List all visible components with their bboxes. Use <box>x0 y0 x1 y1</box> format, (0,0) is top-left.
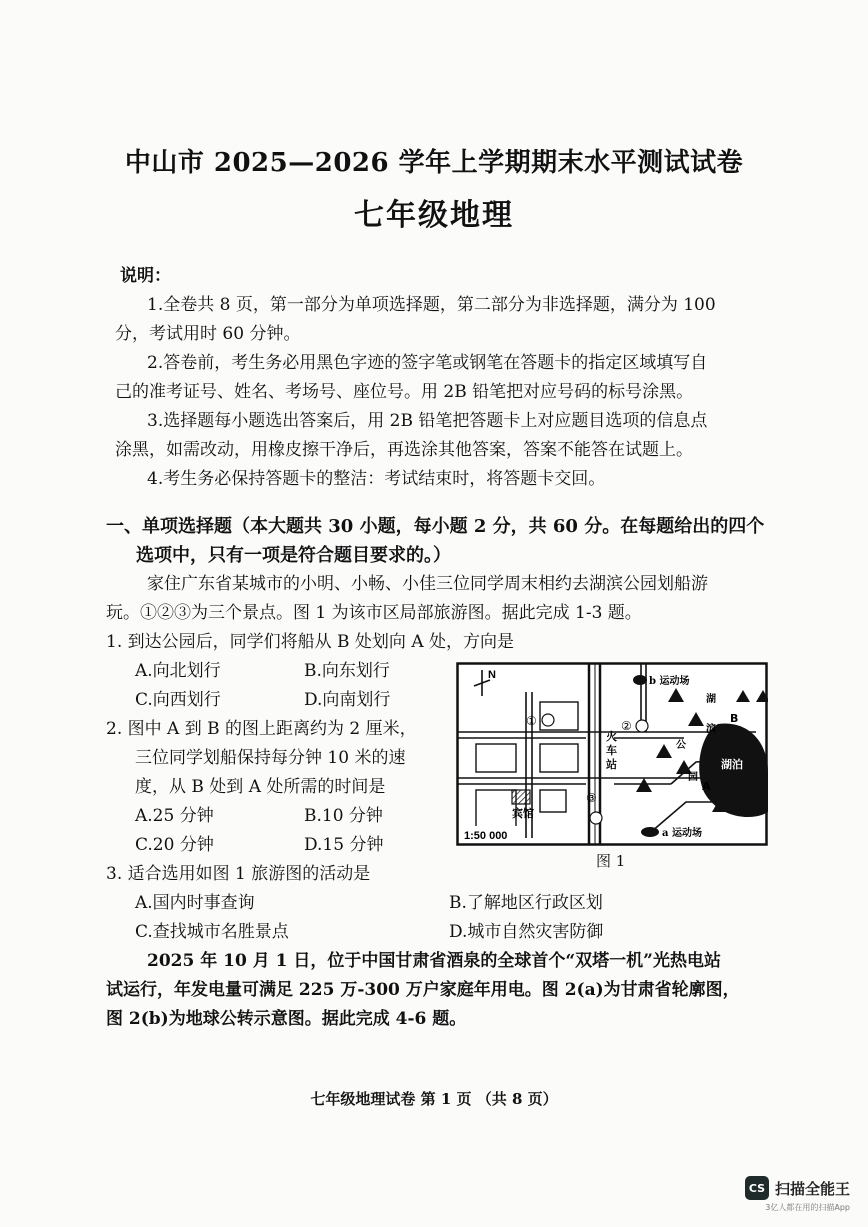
park-label-2: 滨 <box>706 724 716 735</box>
instruction-line-1: 1.全卷共 8 页，第一部分为单项选择题，第二部分为非选择题，满分为 100 <box>147 295 716 315</box>
hotel-label: 宾馆 <box>512 807 534 820</box>
svg-text:a 运动场: a 运动场 <box>662 828 702 839</box>
station-label-3: 站 <box>606 758 617 771</box>
block <box>540 744 578 772</box>
north-label: N <box>488 669 496 681</box>
instruction-line-6: 涂黑，如需改动，用橡皮擦干净后，再选涂其他答案，答案不能答在试题上。 <box>115 440 693 460</box>
exam-title: 中山市 2025—2026 学年上学期期末水平测试试卷 <box>124 148 744 178</box>
instruction-line-2: 分，考试用时 60 分钟。 <box>115 324 301 344</box>
point-b-label: B <box>730 712 739 725</box>
page-footer: 七年级地理试卷 第 1 页 （共 8 页） <box>310 1090 558 1108</box>
q3-option-d: D.城市自然灾害防御 <box>449 922 604 942</box>
q3-option-c: C.查找城市名胜景点 <box>135 922 289 942</box>
scanner-watermark <box>745 1176 850 1200</box>
svg-text:③: ③ <box>586 791 597 805</box>
q1-option-d: D.向南划行 <box>304 690 391 710</box>
scanner-tagline: 3亿人都在用的扫描App <box>765 1203 850 1212</box>
park-label-3: 公 <box>676 740 686 751</box>
passage2-line-1: 2025 年 10 月 1 日，位于中国甘肃省酒泉的全球首个“双塔一机”光热电站 <box>147 951 721 971</box>
block <box>476 744 516 772</box>
figure-1-caption: 图 1 <box>596 852 626 870</box>
question-1-stem: 1. 到达公园后，同学们将船从 B 处划向 A 处，方向是 <box>106 632 515 652</box>
instruction-line-7: 4.考生务必保持答题卡的整洁：考试结束时，将答题卡交回。 <box>147 469 606 489</box>
scanner-app-name: 扫描全能王 <box>774 1179 850 1198</box>
q2-option-b: B.10 分钟 <box>304 806 383 826</box>
question-2-stem-line-2: 三位同学划船保持每分钟 10 米的速 <box>135 748 406 768</box>
instruction-line-5: 3.选择题每小题选出答案后，用 2B 铅笔把答题卡上对应题目选项的信息点 <box>147 411 708 431</box>
q2-option-a: A.25 分钟 <box>135 806 214 826</box>
svg-text:①: ① <box>526 714 537 728</box>
q3-option-a: A.国内时事查询 <box>135 893 255 913</box>
question-2-stem-line-3: 度，从 B 处到 A 处所需的时间是 <box>135 777 386 797</box>
svg-text:b 运动场: b 运动场 <box>649 676 690 687</box>
station-label-1: 火 <box>606 730 617 743</box>
instruction-line-3: 2.答卷前，考生务必用黑色字迹的签字笔或钢笔在答题卡的指定区域填写自 <box>147 353 708 373</box>
q3-option-b: B.了解地区行政区划 <box>449 893 603 913</box>
exam-subtitle: 七年级地理 <box>354 198 514 233</box>
q1-option-b: B.向东划行 <box>304 661 390 681</box>
passage1-line-1: 家住广东省某城市的小明、小畅、小佳三位同学周末相约去湖滨公园划船游 <box>147 574 708 594</box>
section-heading-line-1: 一、单项选择题（本大题共 30 小题，每小题 2 分，共 60 分。在每题给出的四个 <box>106 516 765 537</box>
q1-option-c: C.向西划行 <box>135 690 221 710</box>
scanner-logo-icon: CS <box>745 1176 769 1200</box>
block <box>540 790 566 812</box>
map-scale: 1:50 000 <box>464 830 508 842</box>
q1-option-a: A.向北划行 <box>135 661 221 681</box>
lake-label: 湖泊 <box>721 758 743 771</box>
block <box>476 790 516 830</box>
q2-option-d: D.15 分钟 <box>304 835 384 855</box>
point-a-label: A <box>702 780 711 793</box>
question-3-stem: 3. 适合选用如图 1 旅游图的活动是 <box>106 864 371 884</box>
hotel-icon <box>512 790 530 804</box>
passage1-line-2: 玩。①②③为三个景点。图 1 为该市区局部旅游图。据此完成 1-3 题。 <box>106 603 642 623</box>
passage2-line-3: 图 2(b)为地球公转示意图。据此完成 4-6 题。 <box>106 1009 467 1029</box>
svg-text:②: ② <box>621 719 632 733</box>
q2-option-c: C.20 分钟 <box>135 835 214 855</box>
instruction-line-4: 己的准考证号、姓名、考场号、座位号。用 2B 铅笔把对应号码的标号涂黑。 <box>115 382 694 402</box>
section-heading-line-2: 选项中，只有一项是符合题目要求的。） <box>136 545 451 566</box>
passage2-line-2: 试运行，年发电量可满足 225 万-300 万户家庭年用电。图 2(a)为甘肃省轮廓图， <box>106 980 740 1000</box>
park-label-4: 园 <box>688 772 698 783</box>
park-label-1: 湖 <box>706 694 716 705</box>
station-label-2: 车 <box>606 744 617 757</box>
figure-1-map <box>456 662 768 846</box>
question-2-stem-line-1: 2. 图中 A 到 B 的图上距离约为 2 厘米， <box>106 719 417 739</box>
instructions-heading: 说明： <box>120 266 171 286</box>
